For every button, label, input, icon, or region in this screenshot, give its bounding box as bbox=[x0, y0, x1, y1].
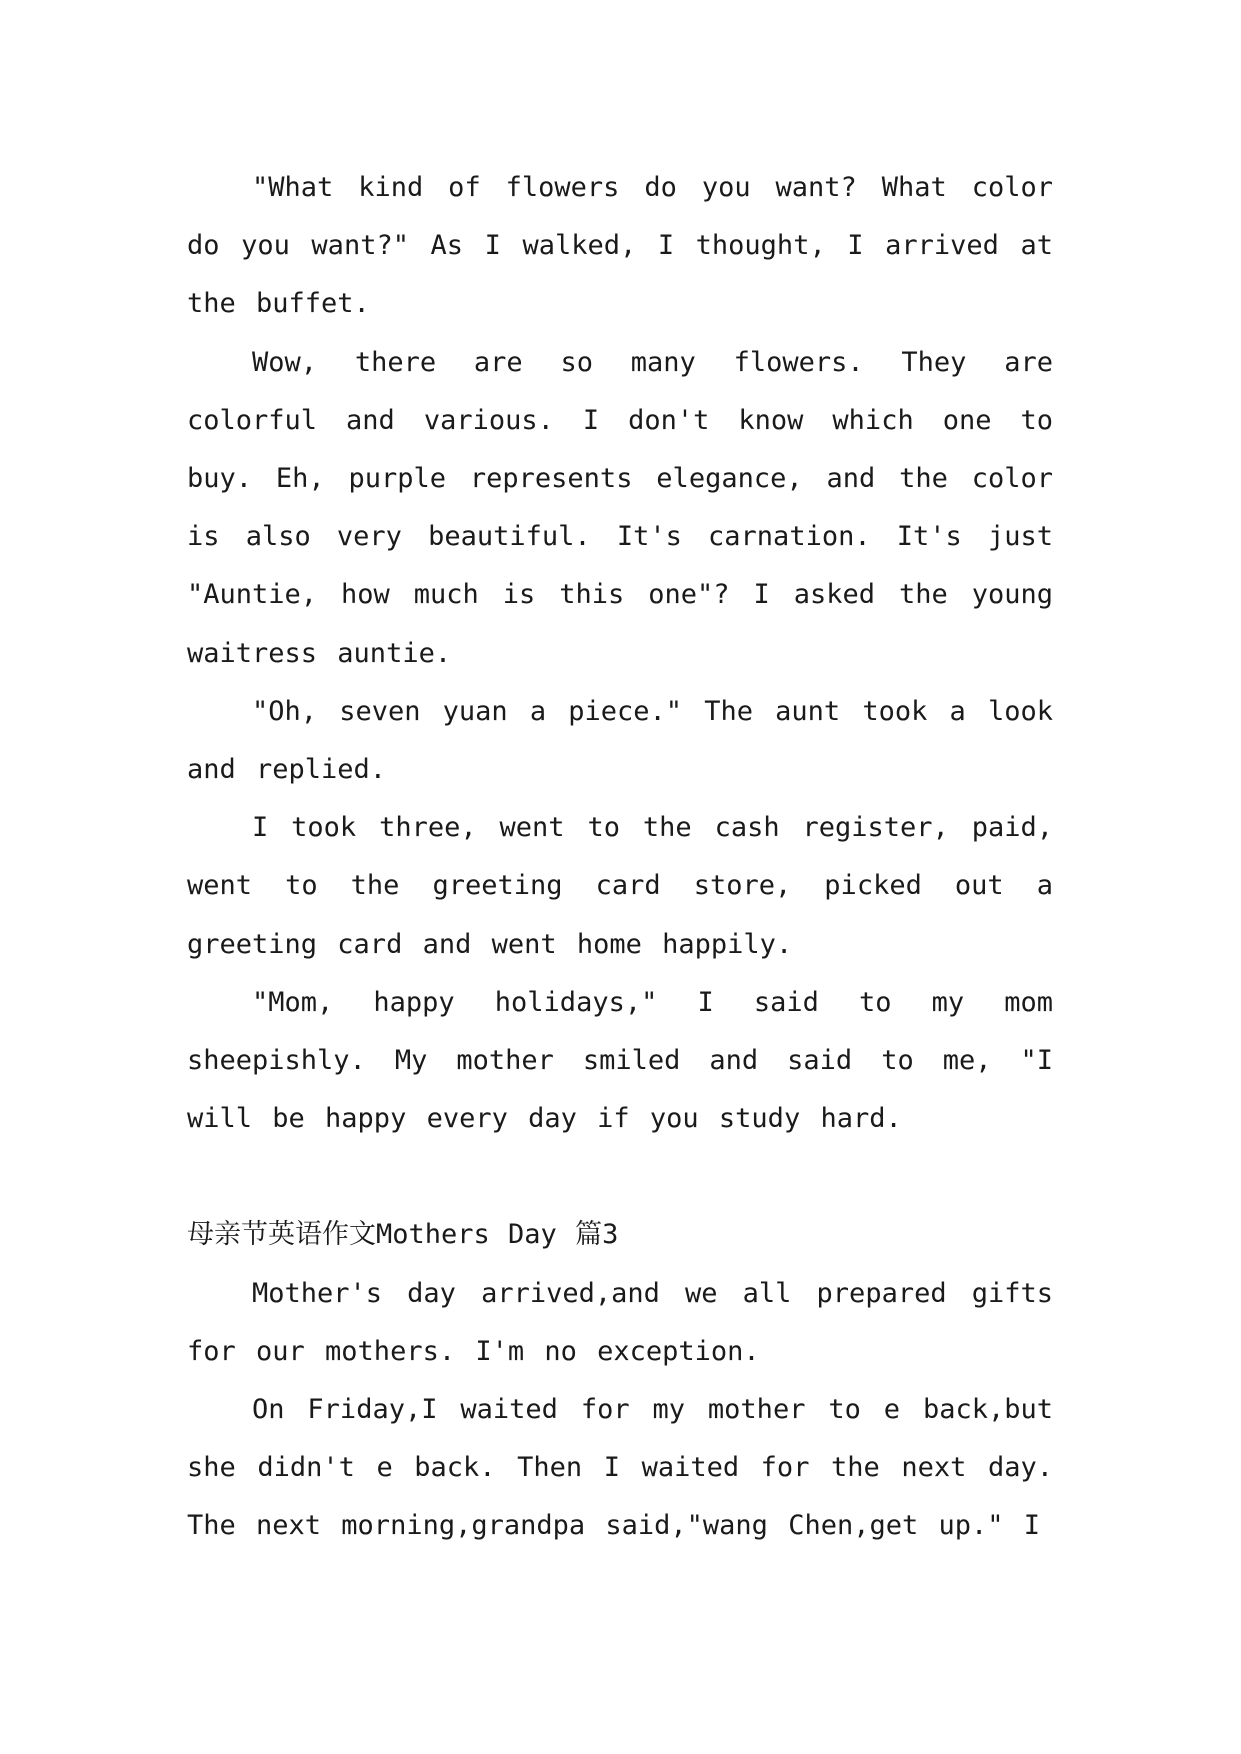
paragraph-took-three: I took three, went to the cash register, paid, went to the greeting card store, picked out a greeting card and went home happily. bbox=[187, 812, 1053, 960]
paragraph-mothers-day-arrived: Mother's day arrived,and we all prepared gifts for our mothers. I'm no exception. bbox=[187, 1277, 1053, 1367]
paragraph-many-flowers: Wow, there are so many flowers. They are colorful and various. I don't know which one to buy. Eh, purple represents elegance, and the color is also very beautiful. It's carnation. It's just "Auntie, how much is this one"? I asked the young waitress auntie. bbox=[187, 346, 1053, 669]
paragraph-friday-waiting: On Friday,I waited for my mother to e back,but she didn't e back. Then I waited for the next day. The next morning,grandpa said,"wang Chen,get up." I bbox=[187, 1394, 1053, 1542]
paragraph-flowers-question: "What kind of flowers do you want? What color do you want?" As I walked, I thought, I arrived at the buffet. bbox=[187, 172, 1053, 320]
paragraph-happy-holidays: "Mom, happy holidays," I said to my mom sheepishly. My mother smiled and said to me, "I will be happy every day if you study hard. bbox=[187, 986, 1053, 1135]
section-heading: 母亲节英语作文Mothers Day 篇3 bbox=[187, 1219, 619, 1251]
paragraph-seven-yuan: "Oh, seven yuan a piece." The aunt took a look and replied. bbox=[187, 695, 1053, 786]
document-body bbox=[187, 159, 1053, 1556]
